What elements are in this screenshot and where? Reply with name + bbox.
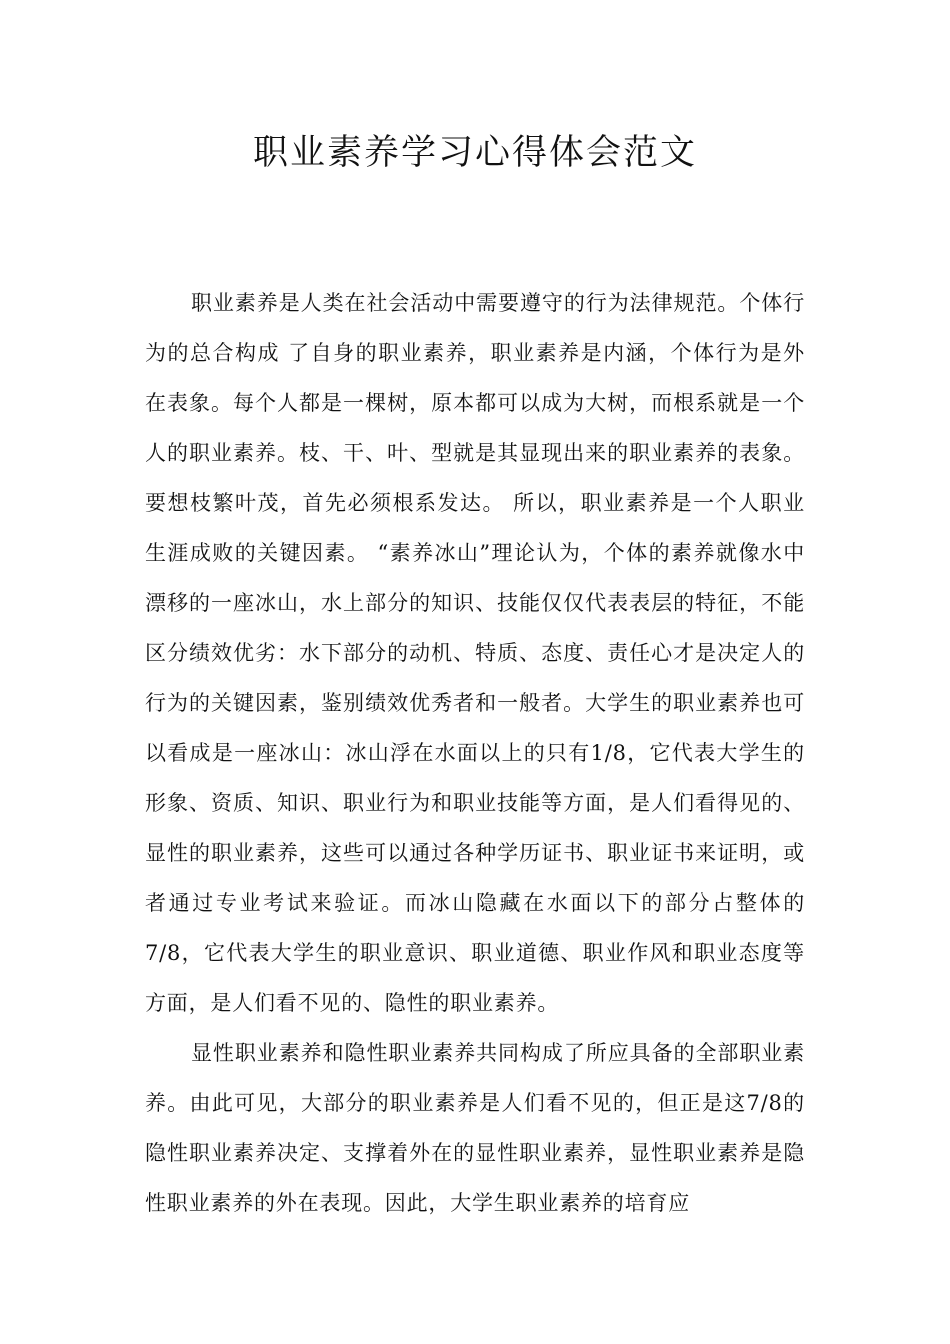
paragraph-1: 职业素养是人类在社会活动中需要遵守的行为法律规范。个体行为的总合构成 了自身的职业素养，职业素养是内涵，个体行为是外在表象。每个人都是一棵树，原本都可以成为大树，而根系就是一个人的职业素养。枝、干、叶、型就是其显现出来的职业素养的表象。要想枝繁叶茂，首先必须根系发达。 所以，职业素养是一个人职业生涯成败的关键因素。 “素养冰山”理论认为，个体的素养就像水中漂移的一座冰山，水上部分的知识、技能仅仅代表表层的特征，不能区分绩效优劣：水下部分的动机、特质、态度、责任心才是决定人的行为的关键因素，鉴别绩效优秀者和一般者。大学生的职业素养也可以看成是一座冰山：冰山浮在水面以上的只有1/8，它代表大学生的形象、资质、知识、职业行为和职业技能等方面，是人们看得见的、显性的职业素养，这些可以通过各种学历证书、职业证书来证明，或者通过专业考试来验证。而冰山隐藏在水面以下的部分占整体的7/8，它代表大学生的职业意识、职业道德、职业作风和职业态度等方面，是人们看不见的、隐性的职业素养。 <box>145 291 805 1015</box>
document-body <box>145 278 805 1228</box>
document-title: 职业素养学习心得体会范文 <box>252 133 697 173</box>
paragraph-2: 显性职业素养和隐性职业素养共同构成了所应具备的全部职业素养。由此可见，大部分的职业素养是人们看不见的，但正是这7/8的隐性职业素养决定、支撑着外在的显性职业素养，显性职业素养是隐性职业素养的外在表现。因此，大学生职业素养的培育应 <box>145 1041 805 1215</box>
